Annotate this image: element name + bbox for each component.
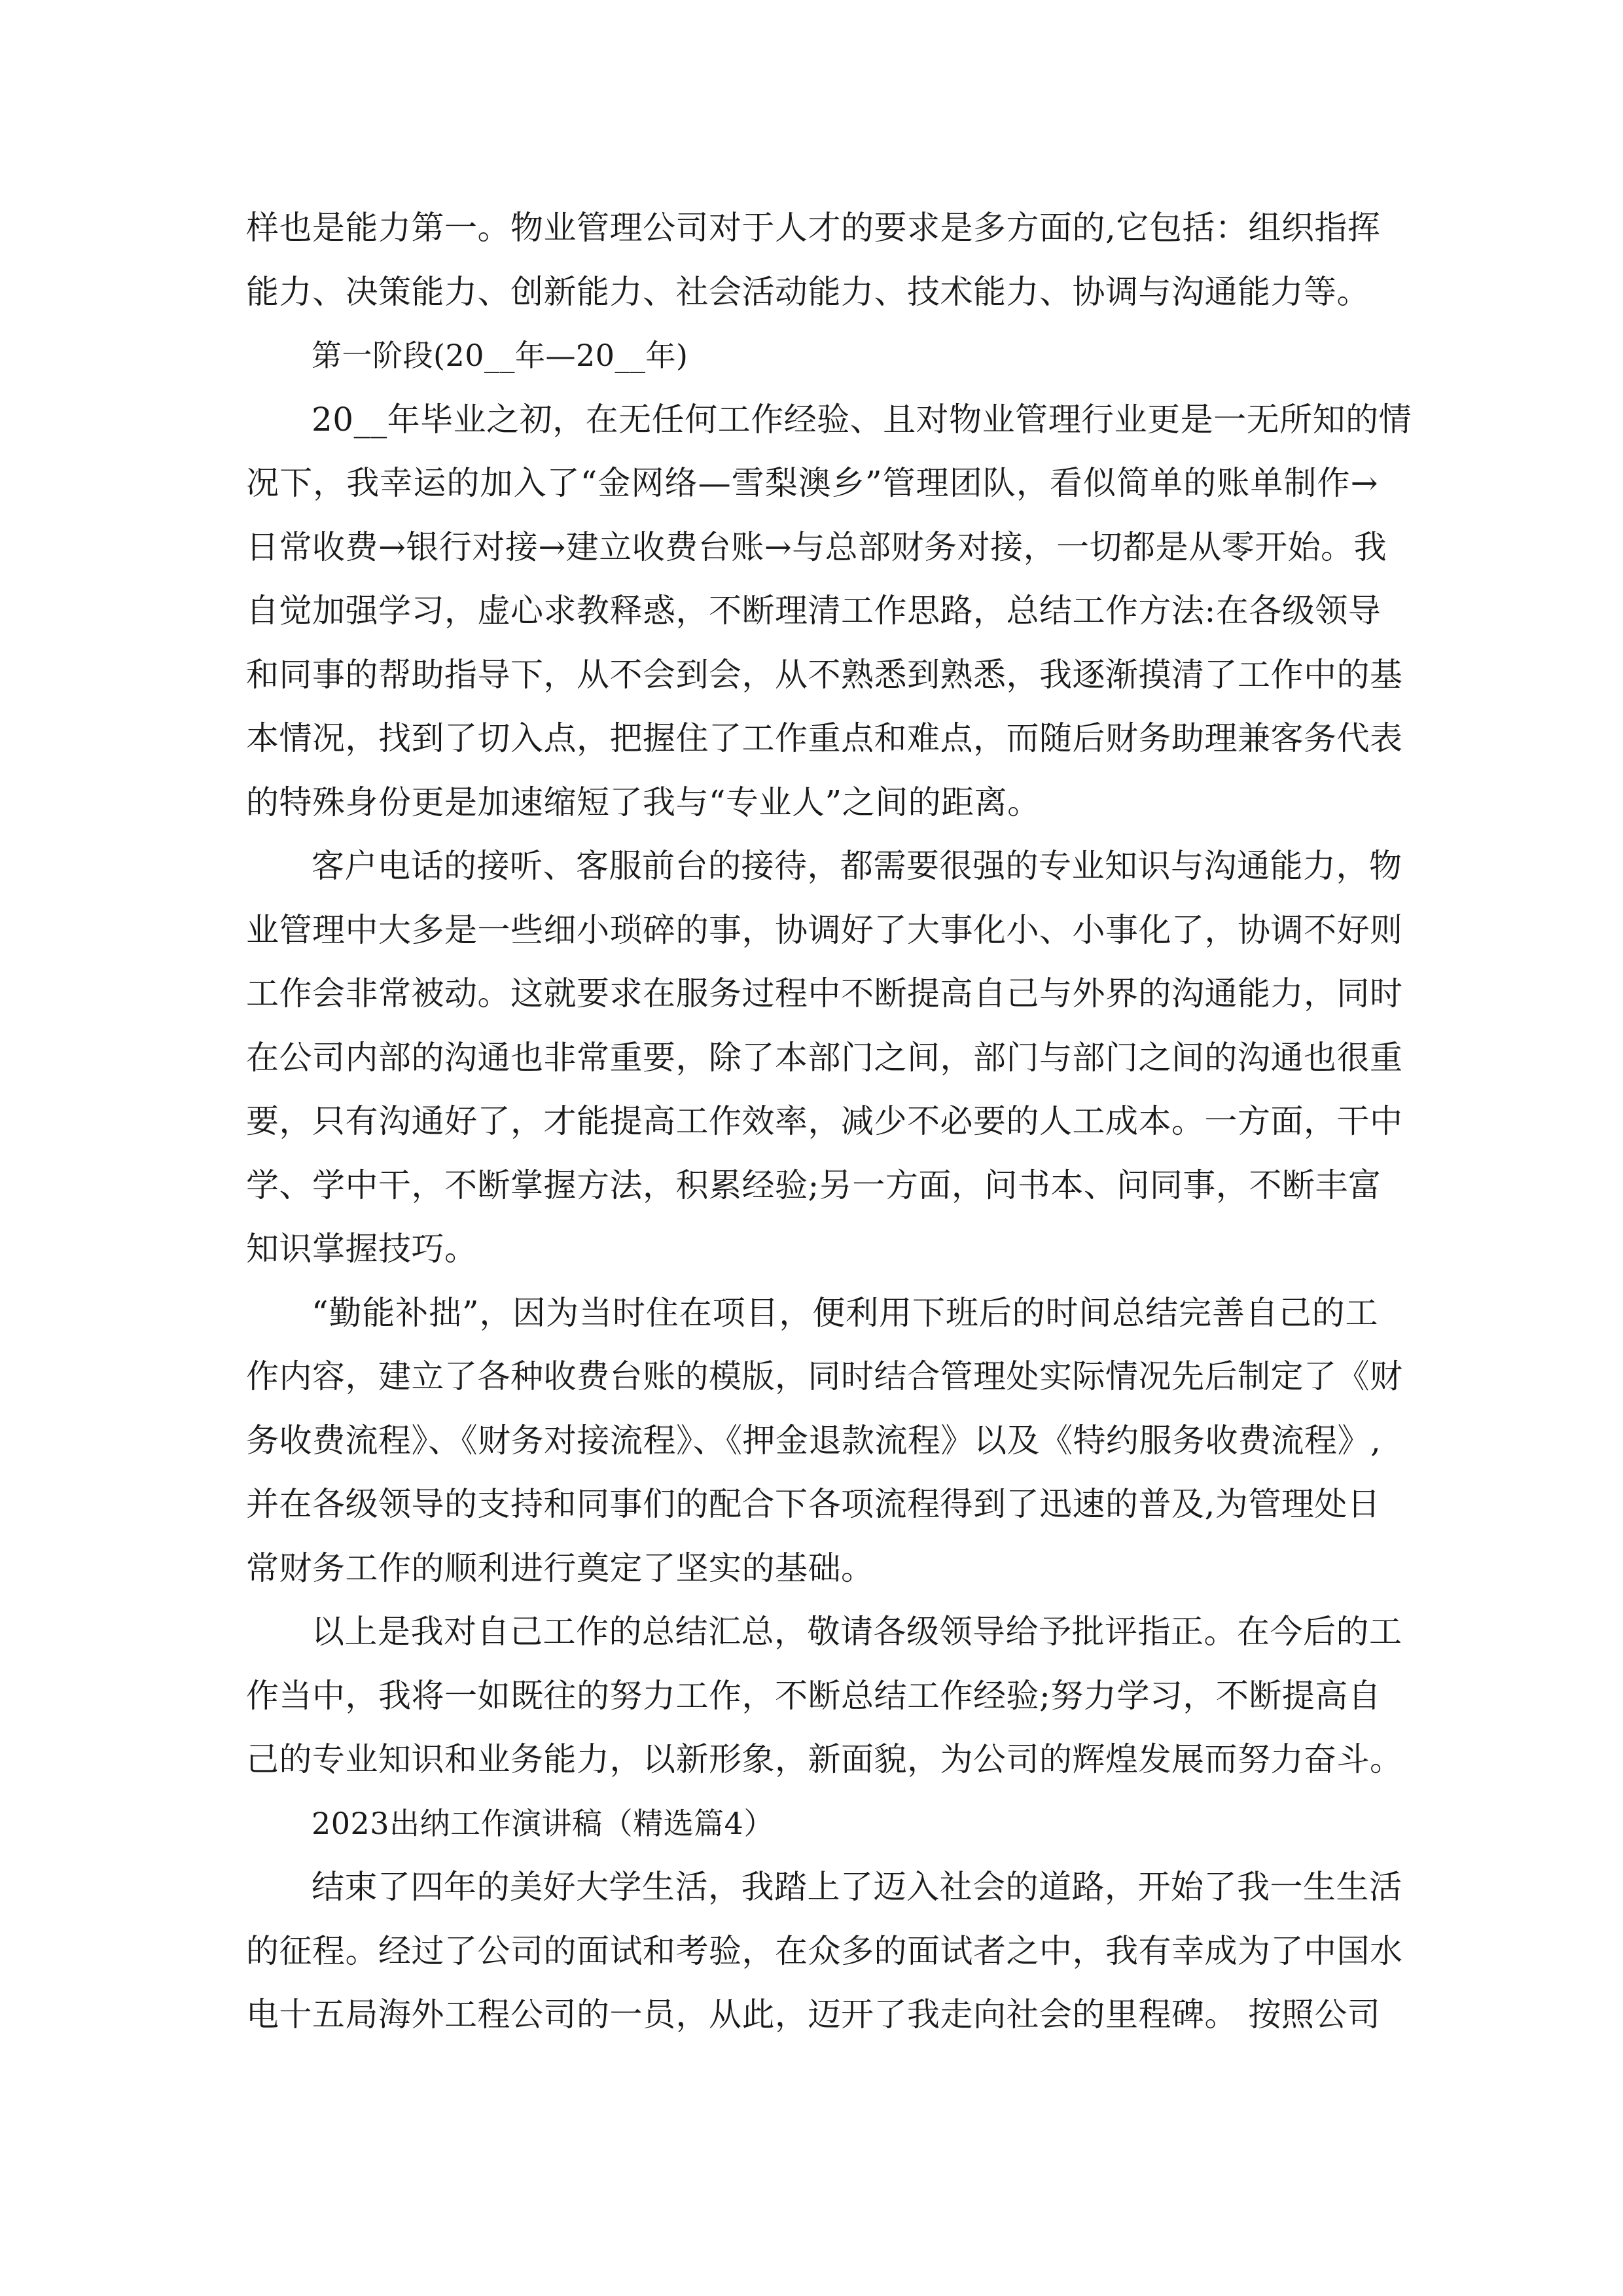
text-line: 况下，我幸运的加入了“金网络—雪梨澳乡”管理团队，看似简单的账单制作→ — [246, 464, 1378, 502]
text-line: 以上是我对自己工作的总结汇总，敬请各级领导给予批评指正。在今后的工 — [312, 1613, 1402, 1651]
text-line: 工作会非常被动。这就要求在服务过程中不断提高自己与外界的沟通能力，同时 — [246, 975, 1403, 1013]
text-line: 知识掌握技巧。 — [246, 1230, 478, 1268]
text-line: 的征程。经过了公司的面试和考验，在众多的面试者之中，我有幸成为了中国水 — [246, 1931, 1403, 1970]
text-line: 务收费流程》、《财务对接流程》、《押金退款流程》以及《特约服务收费流程》, — [246, 1421, 1382, 1460]
text-line: 己的专业知识和业务能力，以新形象，新面貌，为公司的辉煌发展而努力奋斗。 — [246, 1740, 1403, 1778]
text-line: 本情况，找到了切入点，把握住了工作重点和难点，而随后财务助理兼客务代表 — [246, 719, 1403, 757]
text-line: “勤能补拙”，因为当时住在项目，便利用下班后的时间总结完善自己的工 — [312, 1293, 1378, 1332]
text-line: 的特殊身份更是加速缩短了我与“专业人”之间的距离。 — [246, 783, 1041, 821]
section-heading: 第一阶段(20__年—20__年) — [312, 338, 688, 373]
text-line: 自觉加强学习，虚心求教释惑，不断理清工作思路，总结工作方法:在各级领导 — [246, 592, 1382, 630]
text-line: 要，只有沟通好了，才能提高工作效率，减少不必要的人工成本。一方面，干中 — [246, 1102, 1403, 1140]
section-heading: 2023出纳工作演讲稿（精选篇4） — [312, 1805, 774, 1841]
text-line: 电十五局海外工程公司的一员，从此，迈开了我走向社会的里程碑。 按照公司 — [246, 1996, 1381, 2034]
text-line: 学、学中干，不断掌握方法，积累经验;另一方面，问书本、问同事，不断丰富 — [246, 1166, 1382, 1204]
text-line: 20__年毕业之初，在无任何工作经验、且对物业管理行业更是一无所知的情 — [312, 400, 1412, 439]
text-line: 结束了四年的美好大学生活，我踏上了迈入社会的道路，开始了我一生生活 — [312, 1868, 1402, 1906]
text-line: 日常收费→银行对接→建立收费台账→与总部财务对接，一切都是从零开始。我 — [246, 528, 1387, 566]
document-body — [246, 196, 1412, 2047]
text-line: 和同事的帮助指导下，从不会到会，从不熟悉到熟悉，我逐渐摸清了工作中的基 — [246, 655, 1403, 694]
text-line: 作内容，建立了各种收费台账的模版，同时结合管理处实际情况先后制定了《财 — [246, 1357, 1403, 1395]
text-line: 作当中，我将一如既往的努力工作，不断总结工作经验;努力学习，不断提高自 — [246, 1676, 1382, 1715]
text-line: 客户电话的接听、客服前台的接待，都需要很强的专业知识与沟通能力，物 — [312, 847, 1402, 885]
text-line: 能力、决策能力、创新能力、社会活动能力、技术能力、协调与沟通能力等。 — [246, 272, 1370, 311]
text-line: 业管理中大多是一些细小琐碎的事，协调好了大事化小、小事化了，协调不好则 — [246, 910, 1403, 949]
text-line: 常财务工作的顺利进行奠定了坚实的基础。 — [246, 1549, 874, 1587]
text-line: 样也是能力第一。物业管理公司对于人才的要求是多方面的,它包括：组织指挥 — [246, 209, 1381, 247]
text-line: 在公司内部的沟通也非常重要，除了本部门之间，部门与部门之间的沟通也很重 — [246, 1038, 1403, 1077]
text-line: 并在各级领导的支持和同事们的配合下各项流程得到了迅速的普及,为管理处日 — [246, 1485, 1381, 1523]
